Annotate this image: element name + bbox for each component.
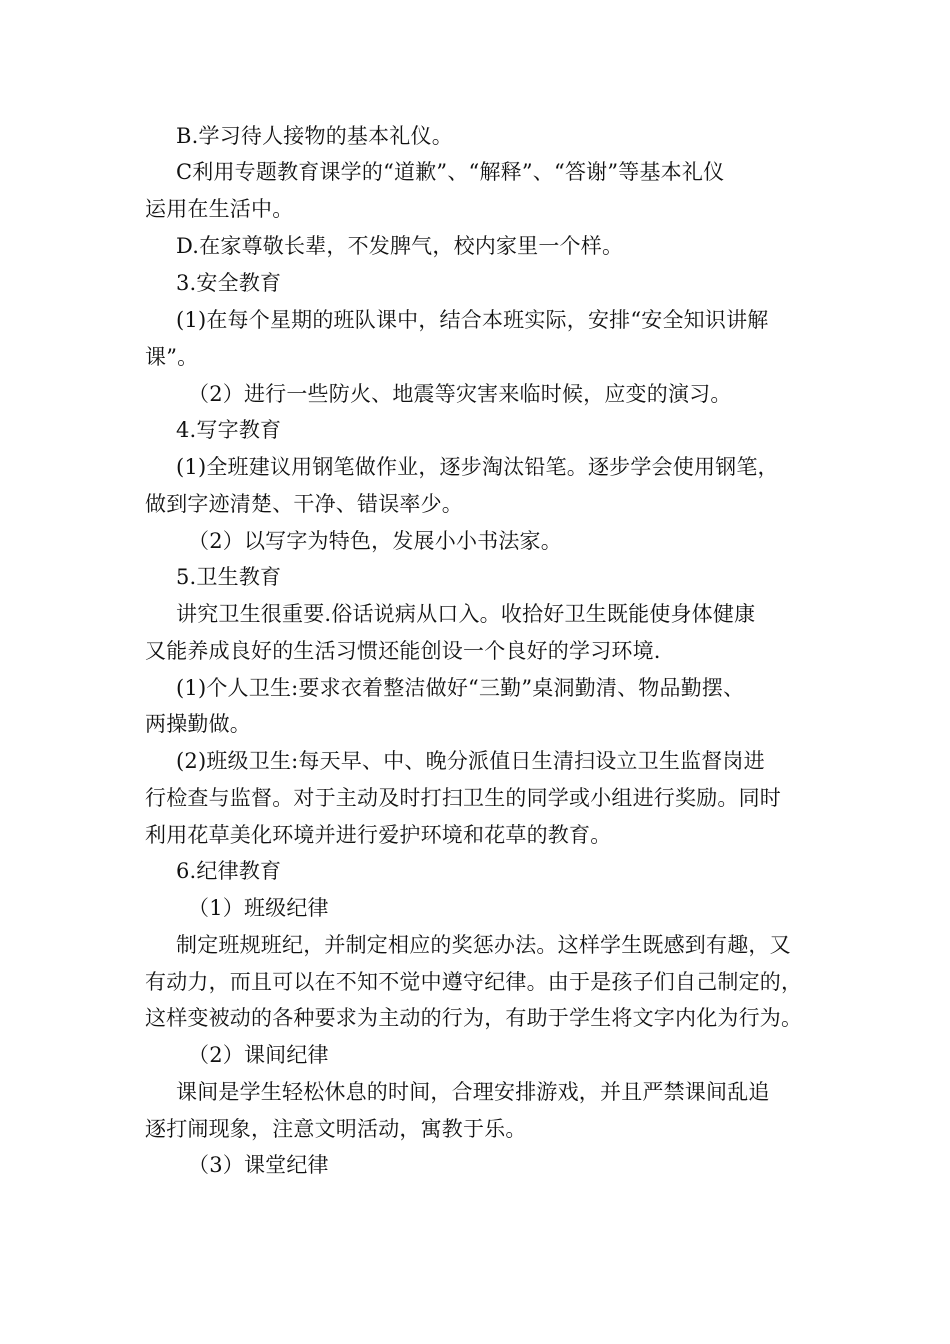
text-line: C利用专题教育课学的“道歉”、“解释”、“答谢”等基本礼仪 (176, 160, 725, 184)
text-line: 又能养成良好的生活习惯还能创设一个良好的学习环境. (145, 639, 661, 663)
text-line: (1)在每个星期的班队课中，结合本班实际，安排“安全知识讲解 (176, 308, 769, 332)
text-line: （2）进行一些防火、地震等灾害来临时候，应变的演习。 (188, 382, 732, 406)
section-heading: 6.纪律教育 (176, 859, 282, 883)
text-line: 两操勤做。 (145, 712, 251, 736)
text-line: 有动力，而且可以在不知不觉中遵守纪律。由于是孩子们自己制定的， (145, 970, 803, 994)
subsection-heading: （3）课堂纪律 (188, 1153, 329, 1177)
text-line: B.学习待人接物的基本礼仪。 (176, 124, 453, 148)
text-line: 制定班规班纪，并制定相应的奖惩办法。这样学生既感到有趣，又 (176, 933, 791, 957)
section-heading: 5.卫生教育 (176, 565, 282, 589)
subsection-heading: （2）课间纪律 (188, 1043, 329, 1067)
text-line: 讲究卫生很重要.俗话说病从口入。收拾好卫生既能使身体健康 (176, 602, 756, 626)
text-line: (1)全班建议用钢笔做作业，逐步淘汰铅笔。逐步学会使用钢笔， (176, 455, 779, 479)
text-line: （2）以写字为特色，发展小小书法家。 (188, 529, 562, 553)
text-line: 课”。 (145, 345, 199, 369)
subsection-heading: （1）班级纪律 (188, 896, 329, 920)
text-line: 逐打闹现象，注意文明活动，寓教于乐。 (145, 1117, 527, 1141)
text-line: (1)个人卫生:要求衣着整洁做好“三勤”桌洞勤清、物品勤摆、 (176, 676, 745, 700)
text-line: (2)班级卫生:每天早、中、晚分派值日生清扫设立卫生监督岗进 (176, 749, 765, 773)
text-line: 运用在生活中。 (145, 197, 294, 221)
text-line: 行检查与监督。对于主动及时打扫卫生的同学或小组进行奖励。同时 (145, 786, 781, 810)
section-heading: 3.安全教育 (176, 271, 282, 295)
section-heading: 4.写字教育 (176, 418, 282, 442)
text-line: D.在家尊敬长辈，不发脾气，校内家里一个样。 (176, 234, 624, 258)
text-line: 利用花草美化环境并进行爱护环境和花草的教育。 (145, 823, 612, 847)
text-line: 这样变被动的各种要求为主动的行为，有助于学生将文字内化为行为。 (145, 1006, 803, 1030)
text-line: 做到字迹清楚、干净、错误率少。 (145, 492, 463, 516)
text-line: 课间是学生轻松休息的时间，合理安排游戏，并且严禁课间乱追 (176, 1080, 770, 1104)
